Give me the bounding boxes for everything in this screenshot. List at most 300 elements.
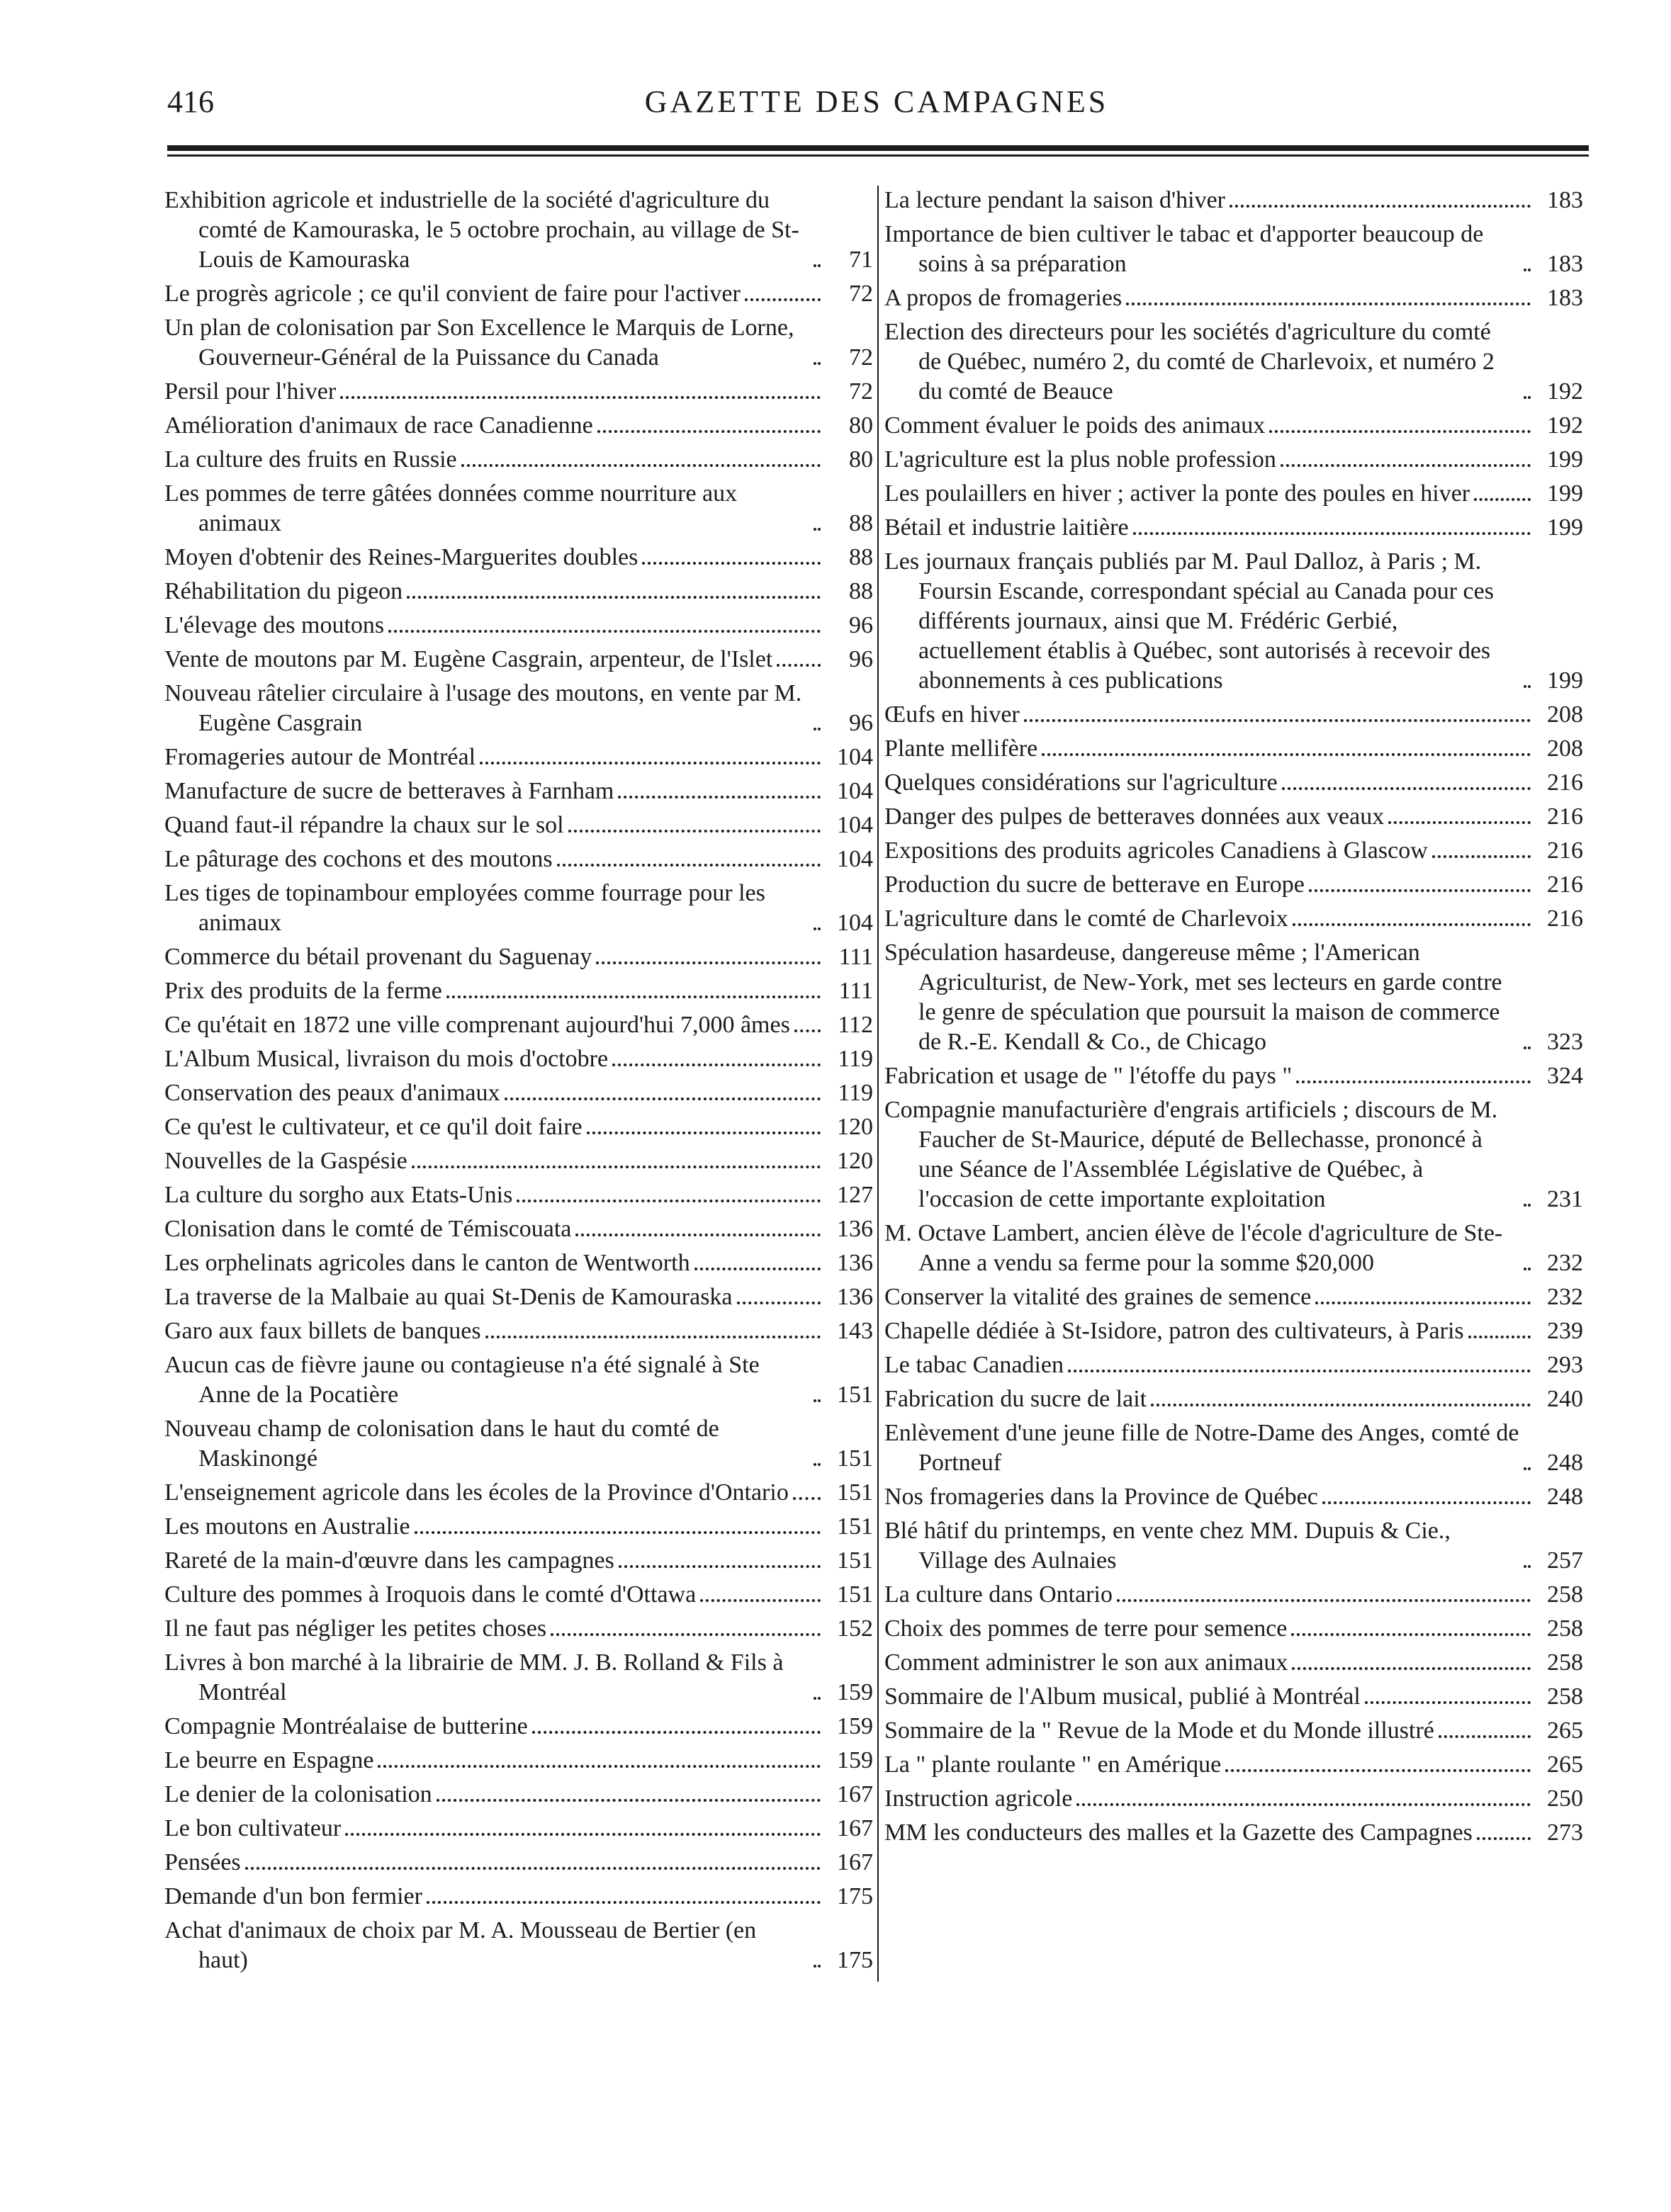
index-entry — [164, 942, 873, 972]
dot-leader — [745, 298, 821, 301]
index-entry — [164, 845, 873, 874]
index-entry — [164, 1414, 873, 1474]
entry-page-number: 258 — [1547, 1683, 1583, 1710]
index-entry — [164, 313, 873, 373]
entry-page-number: 72 — [849, 281, 873, 307]
entry-page-number: 88 — [849, 510, 873, 536]
index-entry — [884, 1750, 1583, 1780]
entry-page-number: 72 — [849, 378, 873, 405]
page-number: 416 — [167, 84, 214, 119]
entry-title: Achat d'animaux de choix par M. A. Mousseau de Bertier (en haut) — [164, 1917, 757, 1973]
entry-page-number: 104 — [837, 778, 873, 804]
dot-leader — [1477, 1837, 1531, 1840]
entry-page-number: 231 — [1547, 1186, 1583, 1212]
entry-page-number: 111 — [838, 944, 873, 970]
entry-page-number: 159 — [837, 1747, 873, 1773]
dot-leader — [415, 1531, 821, 1534]
index-entry — [164, 1580, 873, 1610]
index-entry — [164, 1044, 873, 1074]
entry-page-number: 232 — [1547, 1284, 1583, 1310]
dot-leader — [388, 630, 821, 633]
entry-title: Les pommes de terre gâtées données comme nourriture aux animaux — [164, 480, 738, 536]
entry-title: Compagnie manufacturière d'engrais artificiels ; discours de M. Faucher de St-Maurice, député de Bellechasse, prononcé à une Séance de l'Assemblée Législative de Québec, à l'occasion de cette importante exploitation — [884, 1097, 1498, 1212]
entry-title: L'élevage des moutons — [164, 612, 385, 638]
entry-title: Nos fromageries dans la Province de Québec — [884, 1484, 1318, 1510]
index-entry — [164, 879, 873, 938]
dot-leader — [378, 1765, 821, 1768]
dot-leader — [619, 1565, 821, 1568]
index-entry — [164, 479, 873, 538]
entry-title: Chapelle dédiée à St-Isidore, patron des cultivateurs, à Paris — [884, 1318, 1464, 1344]
entry-page-number: 71 — [849, 247, 873, 273]
entry-title: Bétail et industrie laitière — [884, 514, 1129, 541]
entry-page-number: 250 — [1547, 1785, 1583, 1812]
dot-leader — [814, 362, 821, 365]
entry-title: Production du sucre de betterave en Europe — [884, 871, 1305, 898]
entry-title: Les tiges de topinambour employées comme fourrage pour les animaux — [164, 880, 765, 936]
dot-leader — [814, 264, 821, 267]
dot-leader — [345, 1833, 821, 1836]
entry-page-number: 265 — [1547, 1717, 1583, 1744]
dot-leader — [1293, 923, 1531, 926]
entry-page-number: 232 — [1547, 1250, 1583, 1276]
dot-leader — [505, 1097, 821, 1100]
index-entry — [884, 870, 1583, 900]
entry-title: Enlèvement d'une jeune fille de Notre-Dame des Anges, comté de Portneuf — [884, 1420, 1519, 1476]
dot-leader — [1076, 1803, 1531, 1806]
index-entry — [164, 777, 873, 806]
entry-title: La culture des fruits en Russie — [164, 446, 457, 473]
entry-title: La lecture pendant la saison d'hiver — [884, 187, 1225, 213]
dot-leader — [568, 830, 821, 833]
entry-page-number: 151 — [837, 1382, 873, 1408]
index-entry — [164, 411, 873, 441]
index-entry — [884, 1614, 1583, 1644]
index-entry — [164, 377, 873, 407]
entry-page-number: 199 — [1547, 514, 1583, 541]
entry-page-number: 199 — [1547, 446, 1583, 473]
index-entry — [884, 1682, 1583, 1712]
index-entry — [884, 1580, 1583, 1610]
entry-title: Ce qu'était en 1872 une ville comprenant aujourd'hui 7,000 âmes — [164, 1012, 790, 1038]
entry-title: Spéculation hasardeuse, dangereuse même ; l'American Agriculturist, de New-York, met ses lecteurs en garde contre le genre de spéculation que poursuit la maison de commerce de R.-E. Kendall & Co., de Chicago — [884, 939, 1502, 1055]
entry-title: La culture dans Ontario — [884, 1581, 1113, 1608]
entry-title: Comment évaluer le poids des animaux — [884, 412, 1266, 439]
index-entry — [164, 543, 873, 572]
dot-leader — [1524, 685, 1531, 688]
index-entry — [884, 186, 1583, 215]
entry-page-number: 216 — [1547, 871, 1583, 898]
entry-title: Livres à bon marché à la librairie de MM. J. B. Rolland & Fils à Montréal — [164, 1649, 784, 1705]
dot-leader — [1042, 753, 1531, 756]
header-rule — [167, 145, 1589, 161]
index-entry — [164, 1780, 873, 1810]
index-entry — [884, 1316, 1583, 1346]
index-entry — [164, 1712, 873, 1742]
dot-leader — [814, 728, 821, 730]
entry-page-number: 72 — [849, 344, 873, 371]
entry-title: La traverse de la Malbaie au quai St-Denis de Kamouraska — [164, 1284, 733, 1310]
dot-leader — [777, 664, 821, 667]
index-entry — [164, 1614, 873, 1644]
entry-page-number: 151 — [837, 1581, 873, 1608]
index-entry — [884, 479, 1583, 509]
entry-page-number: 119 — [838, 1046, 873, 1072]
entry-title: Election des directeurs pour les sociétés d'agriculture du comté de Québec, numéro 2, du comté de Charlevoix, et numéro 2 du comté de Beauce — [884, 319, 1495, 405]
entry-title: Vente de moutons par M. Eugène Casgrain, arpenteur, de l'Islet — [164, 646, 773, 672]
entry-page-number: 175 — [837, 1883, 873, 1909]
entry-page-number: 111 — [838, 978, 873, 1004]
dot-leader — [1365, 1701, 1531, 1704]
index-entry — [164, 186, 873, 275]
dot-leader — [340, 396, 821, 399]
entry-page-number: 248 — [1547, 1484, 1583, 1510]
entry-title: Rareté de la main-d'œuvre dans les campagnes — [164, 1547, 614, 1574]
dot-leader — [1291, 1633, 1531, 1636]
entry-title: Le denier de la colonisation — [164, 1781, 432, 1807]
entry-page-number: 248 — [1547, 1450, 1583, 1476]
index-entry — [164, 1512, 873, 1542]
entry-page-number: 127 — [837, 1182, 873, 1208]
entry-title: A propos de fromageries — [884, 285, 1123, 311]
dot-leader — [1524, 1268, 1531, 1270]
entry-title: Instruction agricole — [884, 1785, 1073, 1812]
entry-page-number: 143 — [837, 1318, 873, 1344]
dot-leader — [1524, 1046, 1531, 1049]
dot-leader — [517, 1200, 821, 1202]
entry-title: Quelques considérations sur l'agriculture — [884, 769, 1278, 796]
dot-leader — [1432, 855, 1531, 858]
index-entry — [164, 1648, 873, 1708]
entry-title: Nouvelles de la Gaspésie — [164, 1148, 407, 1174]
dot-leader — [1282, 787, 1531, 790]
entry-title: Garo aux faux billets de banques — [164, 1318, 481, 1344]
index-entry — [884, 513, 1583, 543]
dot-leader — [814, 1399, 821, 1402]
dot-leader — [1151, 1404, 1531, 1406]
entry-title: Fabrication du sucre de lait — [884, 1386, 1147, 1412]
index-entry — [164, 1746, 873, 1776]
dot-leader — [1524, 1565, 1531, 1568]
entry-title: Commerce du bétail provenant du Saguenay — [164, 944, 592, 970]
entry-page-number: 216 — [1547, 803, 1583, 830]
index-entry — [884, 1716, 1583, 1746]
entry-page-number: 152 — [837, 1615, 873, 1642]
entry-page-number: 293 — [1547, 1352, 1583, 1378]
index-entry — [164, 1078, 873, 1108]
index-entry — [884, 547, 1583, 696]
entry-page-number: 104 — [837, 910, 873, 936]
index-entry — [884, 1784, 1583, 1814]
entry-title: Importance de bien cultiver le tabac et d'apporter beaucoup de soins à sa préparation — [884, 221, 1484, 277]
dot-leader — [557, 864, 821, 867]
entry-title: Comment administrer le son aux animaux — [884, 1649, 1288, 1676]
entry-page-number: 167 — [837, 1781, 873, 1807]
index-entry — [884, 700, 1583, 730]
entry-page-number: 151 — [837, 1547, 873, 1574]
index-entry — [164, 1546, 873, 1576]
dot-leader — [597, 430, 821, 433]
dot-leader — [1322, 1501, 1531, 1504]
entry-title: L'agriculture dans le comté de Charlevoix — [884, 905, 1288, 932]
entry-title: Sommaire de la " Revue de la Mode et du Monde illustré — [884, 1717, 1434, 1744]
entry-title: L'Album Musical, livraison du mois d'octobre — [164, 1046, 609, 1072]
dot-leader — [694, 1268, 821, 1270]
entry-title: Les moutons en Australie — [164, 1513, 410, 1540]
dot-leader — [1524, 269, 1531, 271]
dot-leader — [1225, 1769, 1531, 1772]
dot-leader — [1388, 821, 1531, 824]
index-entry — [164, 1248, 873, 1278]
dot-leader — [814, 528, 821, 531]
entry-page-number: 199 — [1547, 480, 1583, 507]
dot-leader — [437, 1799, 821, 1802]
index-entry — [884, 411, 1583, 441]
dot-leader — [1524, 396, 1531, 399]
page-header — [167, 84, 1586, 126]
entry-title: L'agriculture est la plus noble profession — [884, 446, 1276, 473]
index-entry — [884, 1095, 1583, 1214]
index-entry — [884, 220, 1583, 279]
dot-leader — [737, 1302, 821, 1304]
dot-leader — [551, 1633, 821, 1636]
index-entry — [884, 802, 1583, 832]
dot-leader — [596, 961, 821, 964]
entry-page-number: 104 — [837, 846, 873, 872]
entry-title: Un plan de colonisation par Son Excellence le Marquis de Lorne, Gouverneur-Général de la Puissance du Canada — [164, 315, 794, 371]
dot-leader — [814, 1697, 821, 1700]
dot-leader — [1524, 1467, 1531, 1470]
index-entry — [164, 577, 873, 606]
entry-page-number: 183 — [1547, 285, 1583, 311]
entry-page-number: 258 — [1547, 1615, 1583, 1642]
entry-title: Fabrication et usage de " l'étoffe du pays " — [884, 1063, 1293, 1089]
index-entry — [884, 836, 1583, 866]
index-entry — [164, 1010, 873, 1040]
dot-leader — [794, 1029, 821, 1032]
dot-leader — [245, 1867, 821, 1870]
index-entry — [884, 1350, 1583, 1380]
index-entry — [164, 1180, 873, 1210]
entry-title: Les orphelinats agricoles dans le canton de Wentworth — [164, 1250, 690, 1276]
index-entry — [164, 679, 873, 738]
entry-page-number: 80 — [849, 412, 873, 439]
index-entry — [884, 1384, 1583, 1414]
entry-title: Ce qu'est le cultivateur, et ce qu'il doit faire — [164, 1114, 583, 1140]
index-entry — [884, 938, 1583, 1057]
index-entry — [164, 1316, 873, 1346]
dot-leader — [532, 1731, 821, 1734]
index-entry — [164, 1882, 873, 1912]
entry-title: Demande d'un bon fermier — [164, 1883, 422, 1909]
entry-page-number: 167 — [837, 1815, 873, 1841]
entry-title: Le bon cultivateur — [164, 1815, 342, 1841]
entry-title: Quand faut-il répandre la chaux sur le sol — [164, 812, 564, 838]
entry-page-number: 323 — [1547, 1029, 1583, 1055]
entry-page-number: 104 — [837, 812, 873, 838]
entry-page-number: 258 — [1547, 1649, 1583, 1676]
index-entry — [884, 1648, 1583, 1678]
dot-leader — [1439, 1735, 1531, 1738]
dot-leader — [1468, 1336, 1531, 1338]
entry-page-number: 175 — [837, 1947, 873, 1973]
entry-page-number: 183 — [1547, 187, 1583, 213]
entry-title: Expositions des produits agricoles Canadiens à Glascow — [884, 837, 1428, 864]
entry-title: Le tabac Canadien — [884, 1352, 1064, 1378]
index-entry — [164, 1350, 873, 1410]
entry-page-number: 216 — [1547, 837, 1583, 864]
entry-page-number: 258 — [1547, 1581, 1583, 1608]
dot-leader — [1269, 430, 1531, 433]
dot-leader — [1296, 1080, 1531, 1083]
entry-page-number: 136 — [837, 1250, 873, 1276]
entry-title: Amélioration d'animaux de race Canadienne — [164, 412, 593, 439]
index-entry — [164, 279, 873, 309]
entry-title: La culture du sorgho aux Etats-Unis — [164, 1182, 513, 1208]
entry-page-number: 112 — [838, 1012, 873, 1038]
entry-page-number: 324 — [1547, 1063, 1583, 1089]
index-entry — [164, 645, 873, 675]
entry-title: Œufs en hiver — [884, 701, 1020, 728]
dot-leader — [642, 562, 821, 565]
entry-page-number: 136 — [837, 1216, 873, 1242]
index-entry — [164, 1478, 873, 1508]
index-entry — [164, 1814, 873, 1844]
entry-title: Sommaire de l'Album musical, publié à Montréal — [884, 1683, 1361, 1710]
entry-title: Culture des pommes à Iroquois dans le comté d'Ottawa — [164, 1581, 697, 1608]
index-entry — [884, 445, 1583, 475]
entry-title: Plante mellifère — [884, 735, 1038, 762]
dot-leader — [461, 464, 821, 467]
dot-leader — [1524, 1204, 1531, 1207]
entry-page-number: 136 — [837, 1284, 873, 1310]
entry-page-number: 120 — [837, 1148, 873, 1174]
entry-page-number: 183 — [1547, 251, 1583, 277]
dot-leader — [1117, 1599, 1531, 1602]
index-entry — [164, 1112, 873, 1142]
column-divider — [877, 186, 879, 1982]
entry-page-number: 216 — [1547, 769, 1583, 796]
dot-leader — [412, 1166, 821, 1168]
index-entry — [884, 1516, 1583, 1576]
entry-page-number: 265 — [1547, 1751, 1583, 1778]
dot-leader — [612, 1063, 821, 1066]
entry-title: Le beurre en Espagne — [164, 1747, 374, 1773]
entry-page-number: 167 — [837, 1849, 873, 1875]
dot-leader — [700, 1599, 821, 1602]
entry-title: Moyen d'obtenir des Reines-Marguerites doubles — [164, 544, 638, 570]
index-entry — [884, 768, 1583, 798]
entry-title: Nouveau champ de colonisation dans le haut du comté de Maskinongé — [164, 1416, 719, 1472]
index-entry — [164, 743, 873, 772]
dot-leader — [793, 1497, 821, 1500]
entry-page-number: 192 — [1547, 412, 1583, 439]
index-entry — [164, 611, 873, 641]
entry-page-number: 273 — [1547, 1819, 1583, 1846]
index-entry — [884, 1282, 1583, 1312]
entry-title: Le pâturage des cochons et des moutons — [164, 846, 553, 872]
index-entry — [164, 811, 873, 840]
entry-title: Blé hâtif du printemps, en vente chez MM. Dupuis & Cie., Village des Aulnaies — [884, 1518, 1451, 1574]
dot-leader — [587, 1132, 821, 1134]
entry-title: Aucun cas de fièvre jaune ou contagieuse n'a été signalé à Ste Anne de la Pocatière — [164, 1352, 760, 1408]
entry-title: Pensées — [164, 1849, 241, 1875]
entry-page-number: 104 — [837, 744, 873, 770]
dot-leader — [1309, 889, 1531, 892]
entry-title: Choix des pommes de terre pour semence — [884, 1615, 1288, 1642]
dot-leader — [1474, 498, 1531, 501]
entry-page-number: 151 — [837, 1513, 873, 1540]
entry-page-number: 80 — [849, 446, 873, 473]
entry-page-number: 159 — [837, 1713, 873, 1739]
dot-leader — [485, 1336, 821, 1338]
dot-leader — [814, 927, 821, 930]
entry-title: Conserver la vitalité des graines de semence — [884, 1284, 1312, 1310]
entry-page-number: 119 — [838, 1080, 873, 1106]
dot-leader — [1126, 303, 1531, 305]
entry-page-number: 159 — [837, 1679, 873, 1705]
dot-leader — [446, 995, 821, 998]
entry-page-number: 208 — [1547, 735, 1583, 762]
index-entry — [164, 445, 873, 475]
index-entry — [884, 904, 1583, 934]
dot-leader — [618, 796, 821, 799]
index-entry — [884, 1219, 1583, 1278]
entry-page-number: 240 — [1547, 1386, 1583, 1412]
index-entry — [164, 976, 873, 1006]
entry-page-number: 192 — [1547, 378, 1583, 405]
entry-title: Les poulaillers en hiver ; activer la ponte des poules en hiver — [884, 480, 1470, 507]
entry-page-number: 257 — [1547, 1547, 1583, 1574]
index-entry — [164, 1282, 873, 1312]
entry-title: MM les conducteurs des malles et la Gazette des Campagnes — [884, 1819, 1473, 1846]
index-entry — [884, 317, 1583, 407]
index-entry — [164, 1146, 873, 1176]
index-entry — [164, 1214, 873, 1244]
entry-page-number: 216 — [1547, 905, 1583, 932]
entry-title: Nouveau râtelier circulaire à l'usage des moutons, en vente par M. Eugène Casgrain — [164, 680, 802, 736]
dot-leader — [1315, 1302, 1531, 1304]
entry-title: L'enseignement agricole dans les écoles de la Province d'Ontario — [164, 1479, 789, 1506]
dot-leader — [1292, 1667, 1531, 1670]
entry-title: Les journaux français publiés par M. Paul Dalloz, à Paris ; M. Foursin Escande, correspondant spécial au Canada pour ces différents journaux, ainsi que M. Frédéric Gerbié, actuellement établis à Québec, sont autorisés à recevoir des abonnements à ces publications — [884, 548, 1494, 694]
entry-page-number: 96 — [849, 710, 873, 736]
dot-leader — [427, 1901, 821, 1904]
dot-leader — [575, 1234, 821, 1236]
dot-leader — [407, 596, 821, 599]
dot-leader — [1133, 532, 1531, 535]
dot-leader — [480, 762, 821, 764]
entry-page-number: 239 — [1547, 1318, 1583, 1344]
entry-title: Persil pour l'hiver — [164, 378, 337, 405]
dot-leader — [1068, 1370, 1531, 1372]
dot-leader — [1281, 464, 1531, 467]
entry-title: Il ne faut pas négliger les petites choses — [164, 1615, 547, 1642]
entry-title: Fromageries autour de Montréal — [164, 744, 476, 770]
dot-leader — [1024, 719, 1531, 722]
index-entry — [884, 283, 1583, 313]
entry-title: Conservation des peaux d'animaux — [164, 1080, 500, 1106]
entry-page-number: 208 — [1547, 701, 1583, 728]
index-entry — [884, 1418, 1583, 1478]
entry-title: Réhabilitation du pigeon — [164, 578, 403, 604]
entry-title: Danger des pulpes de betteraves données aux veaux — [884, 803, 1385, 830]
entry-page-number: 120 — [837, 1114, 873, 1140]
entry-title: La " plante roulante " en Amérique — [884, 1751, 1222, 1778]
entry-title: Exhibition agricole et industrielle de la société d'agriculture du comté de Kamouraska, le 5 octobre prochain, au village de St-Louis de Kamouraska — [164, 187, 799, 273]
index-entry — [884, 1482, 1583, 1512]
entry-page-number: 199 — [1547, 667, 1583, 694]
